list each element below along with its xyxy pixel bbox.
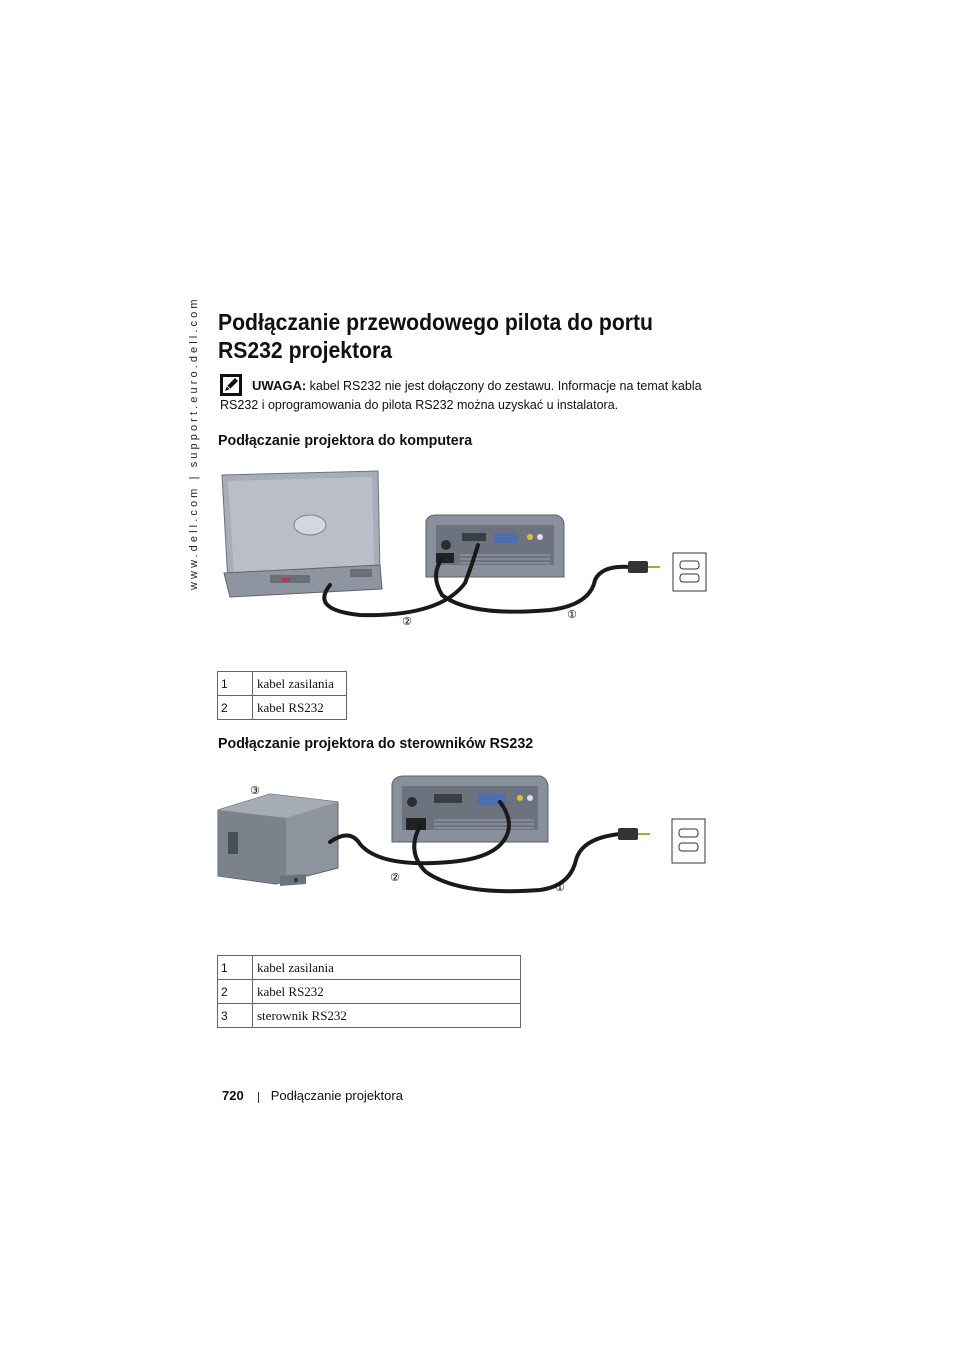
power-plug-2 (618, 828, 650, 840)
page-footer (222, 1088, 403, 1103)
legend-label: kabel zasilania (253, 956, 521, 980)
note-label: UWAGA: (252, 378, 307, 393)
callout-2: ② (402, 615, 412, 628)
note-body: kabel RS232 nie jest dołączony do zestawu. Informacje na temat kabla RS232 i oprogramowania do pilota RS232 można uzyskać u instalatora. (220, 379, 702, 412)
table-row (218, 672, 347, 696)
table-row (218, 980, 521, 1004)
callout-1: ① (567, 608, 577, 621)
legend-number: 2 (218, 696, 253, 720)
legend-number: 2 (218, 980, 253, 1004)
legend-number: 3 (218, 1004, 253, 1028)
table-row (218, 956, 521, 980)
legend-label: kabel RS232 (253, 980, 521, 1004)
callout-2: ② (390, 871, 400, 884)
figure-projector-computer (210, 465, 720, 635)
legend-label: kabel RS232 (253, 696, 347, 720)
table-row (218, 696, 347, 720)
legend-label: kabel zasilania (253, 672, 347, 696)
figure-projector-controller (210, 772, 720, 900)
callout-1: ① (555, 881, 565, 894)
wall-outlet-icon (673, 553, 706, 591)
side-url: www.dell.com | support.euro.dell.com (188, 296, 200, 590)
legend-number: 1 (218, 672, 253, 696)
callout-3: ③ (250, 784, 260, 797)
note-text (220, 376, 720, 415)
page-title: Podłączanie przewodowego pilota do portu RS232 projektora (218, 309, 653, 363)
section-heading-controllers: Podłączanie projektora do sterowników RS232 (218, 735, 534, 752)
legend-table-controllers (217, 955, 521, 1028)
legend-number: 1 (218, 956, 253, 980)
footer-separator (258, 1092, 259, 1103)
wall-outlet-icon-2 (672, 819, 705, 863)
table-row (218, 1004, 521, 1028)
page-number: 720 (222, 1088, 244, 1103)
note-pencil-icon (220, 374, 242, 396)
projector-illustration (426, 515, 564, 577)
legend-label: sterownik RS232 (253, 1004, 521, 1028)
legend-table-computer (217, 671, 347, 720)
section-heading-computer: Podłączanie projektora do komputera (218, 432, 473, 449)
laptop-illustration (222, 471, 382, 597)
footer-section-title: Podłączanie projektora (270, 1088, 403, 1103)
rs232-controller-illustration (218, 794, 338, 886)
power-plug (628, 561, 660, 573)
